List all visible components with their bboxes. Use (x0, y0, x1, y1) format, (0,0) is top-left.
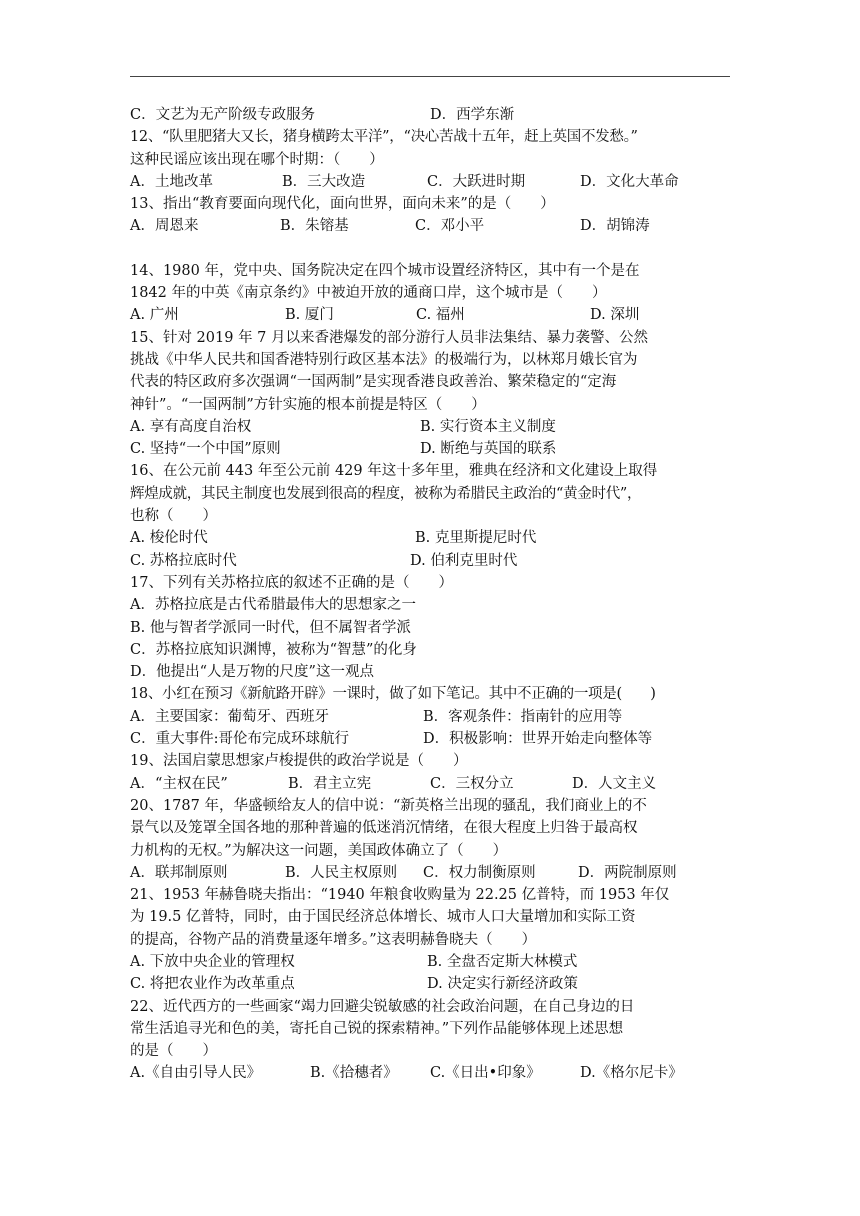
question-15-line-2: 挑战《中华人民共和国香港特别行政区基本法》的极端行为，以林郑月娥长官为 (130, 351, 638, 368)
q18-option-b: B．客观条件：指南针的应用等 (423, 708, 623, 725)
question-12-line-1: 12、“队里肥猪大又长，猪身横跨太平洋”，“决心苦战十五年，赶上英国不发愁。” (130, 129, 638, 146)
question-17 (130, 572, 730, 683)
question-19 (130, 750, 730, 795)
q12-option-b: B．三大改造 (282, 173, 366, 190)
q11-option-d: D．西学东渐 (430, 107, 515, 123)
question-18-options-row-2 (130, 728, 730, 750)
question-22-options (130, 1062, 730, 1084)
question-20-options (130, 862, 730, 884)
question-17-line-1: 17、下列有关苏格拉底的叙述不正确的是（ ） (130, 574, 453, 591)
question-16 (130, 460, 730, 571)
question-21-options-row-2 (130, 973, 730, 995)
q16-option-c: C. 苏格拉底时代 (130, 552, 237, 569)
question-13-line-1: 13、指出“教育要面向现代化，面向世界，面向未来”的是（ ） (130, 196, 555, 213)
q21-option-d: D. 决定实行新经济政策 (427, 976, 578, 993)
question-18-options-row-1 (130, 706, 730, 728)
spacer (130, 238, 730, 260)
q22-option-c: C.《日出•印象》 (430, 1065, 541, 1082)
question-22-line-1: 22、近代西方的一些画家“竭力回避尖锐敏感的社会政治问题，在自己身边的日 (130, 998, 635, 1015)
question-20-line-2: 景气以及笼罩全国各地的那种普遍的低迷消沉情绪，在很大程度上归咎于最高权 (130, 820, 638, 837)
question-15-options-row-2 (130, 438, 730, 460)
q14-option-c: C. 福州 (416, 307, 465, 324)
question-21 (130, 884, 730, 995)
q16-option-a: A. 梭伦时代 (130, 530, 208, 547)
header-rule (130, 76, 730, 77)
question-13-options (130, 215, 730, 237)
question-19-line-1: 19、法国启蒙思想家卢梭提供的政治学说是（ ） (130, 753, 468, 770)
q15-option-b: B. 实行资本主义制度 (420, 418, 556, 435)
q20-option-d: D．两院制原则 (578, 864, 677, 881)
q13-option-d: D．胡锦涛 (580, 218, 650, 235)
q12-option-c: C．大跃进时期 (427, 173, 526, 190)
q16-option-d: D. 伯利克里时代 (410, 552, 518, 569)
question-12 (130, 126, 730, 193)
q21-option-a: A. 下放中央企业的管理权 (130, 953, 295, 970)
question-15-line-4: 神针”。“一国两制”方针实施的根本前提是特区（ ） (130, 396, 486, 413)
q12-option-a: A．土地改革 (130, 173, 213, 190)
q18-option-c: C．重大事件:哥伦布完成环球航行 (130, 731, 349, 748)
q20-option-b: B．人民主权原则 (285, 864, 398, 881)
q13-option-a: A．周恩来 (130, 218, 199, 235)
question-15-line-1: 15、针对 2019 年 7 月以来香港爆发的部分游行人员非法集结、暴力袭警、公然 (130, 329, 649, 346)
q11-options (130, 104, 730, 126)
question-21-line-3: 的提高，谷物产品的消费量逐年增多。”这表明赫鲁晓夫（ ） (130, 931, 537, 948)
q21-option-c: C. 将把农业作为改革重点 (130, 976, 295, 993)
question-22-line-2: 常生活追寻光和色的美，寄托自己锐的探索精神。”下列作品能够体现上述思想 (130, 1020, 624, 1037)
question-13 (130, 193, 730, 238)
question-22 (130, 996, 730, 1085)
question-16-line-3: 也称（ ） (130, 508, 217, 525)
q16-option-b: B. 克里斯提尼时代 (415, 530, 537, 547)
q17-option-a: A．苏格拉底是古代希腊最伟大的思想家之一 (130, 597, 416, 614)
question-16-line-2: 辉煌成就，其民主制度也发展到很高的程度，被称为希腊民主政治的“黄金时代”， (130, 485, 642, 502)
question-12-options (130, 171, 730, 193)
question-15-line-3: 代表的特区政府多次强调“一国两制”是实现香港良政善治、繁荣稳定的“定海 (130, 374, 617, 391)
q15-option-d: D. 断绝与英国的联系 (420, 441, 557, 458)
q11-option-c: C．文艺为无产阶级专政服务 (130, 107, 316, 123)
q20-option-c: C．权力制衡原则 (423, 864, 536, 881)
q21-option-b: B. 全盘否定斯大林模式 (427, 953, 578, 970)
q12-option-d: D．文化大革命 (580, 173, 679, 190)
q14-option-a: A. 广州 (130, 307, 179, 324)
q22-option-b: B.《拾穗者》 (310, 1065, 398, 1082)
q13-option-b: B．朱镕基 (280, 218, 349, 235)
question-18-line-1: 18、小红在预习《新航路开辟》一课时，做了如下笔记。其中不正确的一项是( ) (130, 686, 656, 703)
q20-option-a: A．联邦制原则 (130, 864, 228, 881)
q17-option-d: D．他提出“人是万物的尺度”这一观点 (130, 664, 374, 681)
question-20-line-1: 20、1787 年，华盛顿给友人的信中说：“新英格兰出现的骚乱，我们商业上的不 (130, 797, 647, 814)
question-14-line-1: 14、1980 年，党中央、国务院决定在四个城市设置经济特区，其中有一个是在 (130, 262, 640, 279)
question-20 (130, 795, 730, 884)
question-21-line-2: 为 19.5 亿普特，同时，由于国民经济总体增长、城市人口大量增加和实际工资 (130, 909, 636, 926)
q19-option-a: A．“主权在民” (130, 775, 228, 792)
q22-option-d: D.《格尔尼卡》 (580, 1065, 683, 1082)
question-21-line-1: 21、1953 年赫鲁晓夫指出：“1940 年粮食收购量为 22.25 亿普特，而 1953 年仅 (130, 887, 670, 904)
question-16-line-1: 16、在公元前 443 年至公元前 429 年这十多年里，雅典在经济和文化建设上取得 (130, 463, 658, 480)
question-20-line-3: 力机构的无权。”为解决这一问题，美国政体确立了（ ） (130, 842, 508, 859)
question-18 (130, 683, 730, 750)
question-12-line-2: 这种民谣应该出现在哪个时期：（ ） (130, 151, 384, 168)
question-19-options (130, 773, 730, 795)
question-list (130, 104, 730, 1085)
question-16-options-row-2 (130, 550, 730, 572)
question-14-options (130, 304, 730, 326)
q18-option-a: A．主要国家：葡萄牙、西班牙 (130, 708, 329, 725)
question-22-line-3: 的是（ ） (130, 1043, 217, 1060)
q14-option-b: B. 厦门 (285, 307, 334, 324)
q19-option-b: B．君主立宪 (288, 775, 372, 792)
question-14-line-2: 1842 年的中英《南京条约》中被迫开放的通商口岸，这个城市是（ ） (130, 285, 607, 302)
q19-option-c: C．三权分立 (430, 775, 514, 792)
question-15 (130, 327, 730, 461)
q18-option-d: D．积极影响：世界开始走向整体等 (423, 731, 653, 748)
question-15-options-row-1 (130, 416, 730, 438)
q14-option-d: D. 深圳 (590, 307, 640, 324)
question-14 (130, 260, 730, 327)
q19-option-d: D．人文主义 (572, 775, 657, 792)
q17-option-c: C．苏格拉底知识渊博，被称为“智慧”的化身 (130, 641, 417, 658)
q22-option-a: A.《自由引导人民》 (130, 1065, 262, 1082)
q13-option-c: C．邓小平 (415, 218, 485, 235)
q15-option-a: A. 享有高度自治权 (130, 418, 252, 435)
question-16-options-row-1 (130, 527, 730, 549)
question-21-options-row-1 (130, 951, 730, 973)
q17-option-b: B. 他与智者学派同一时代，但不属智者学派 (130, 619, 411, 636)
q15-option-c: C. 坚持“一个中国”原则 (130, 441, 281, 458)
